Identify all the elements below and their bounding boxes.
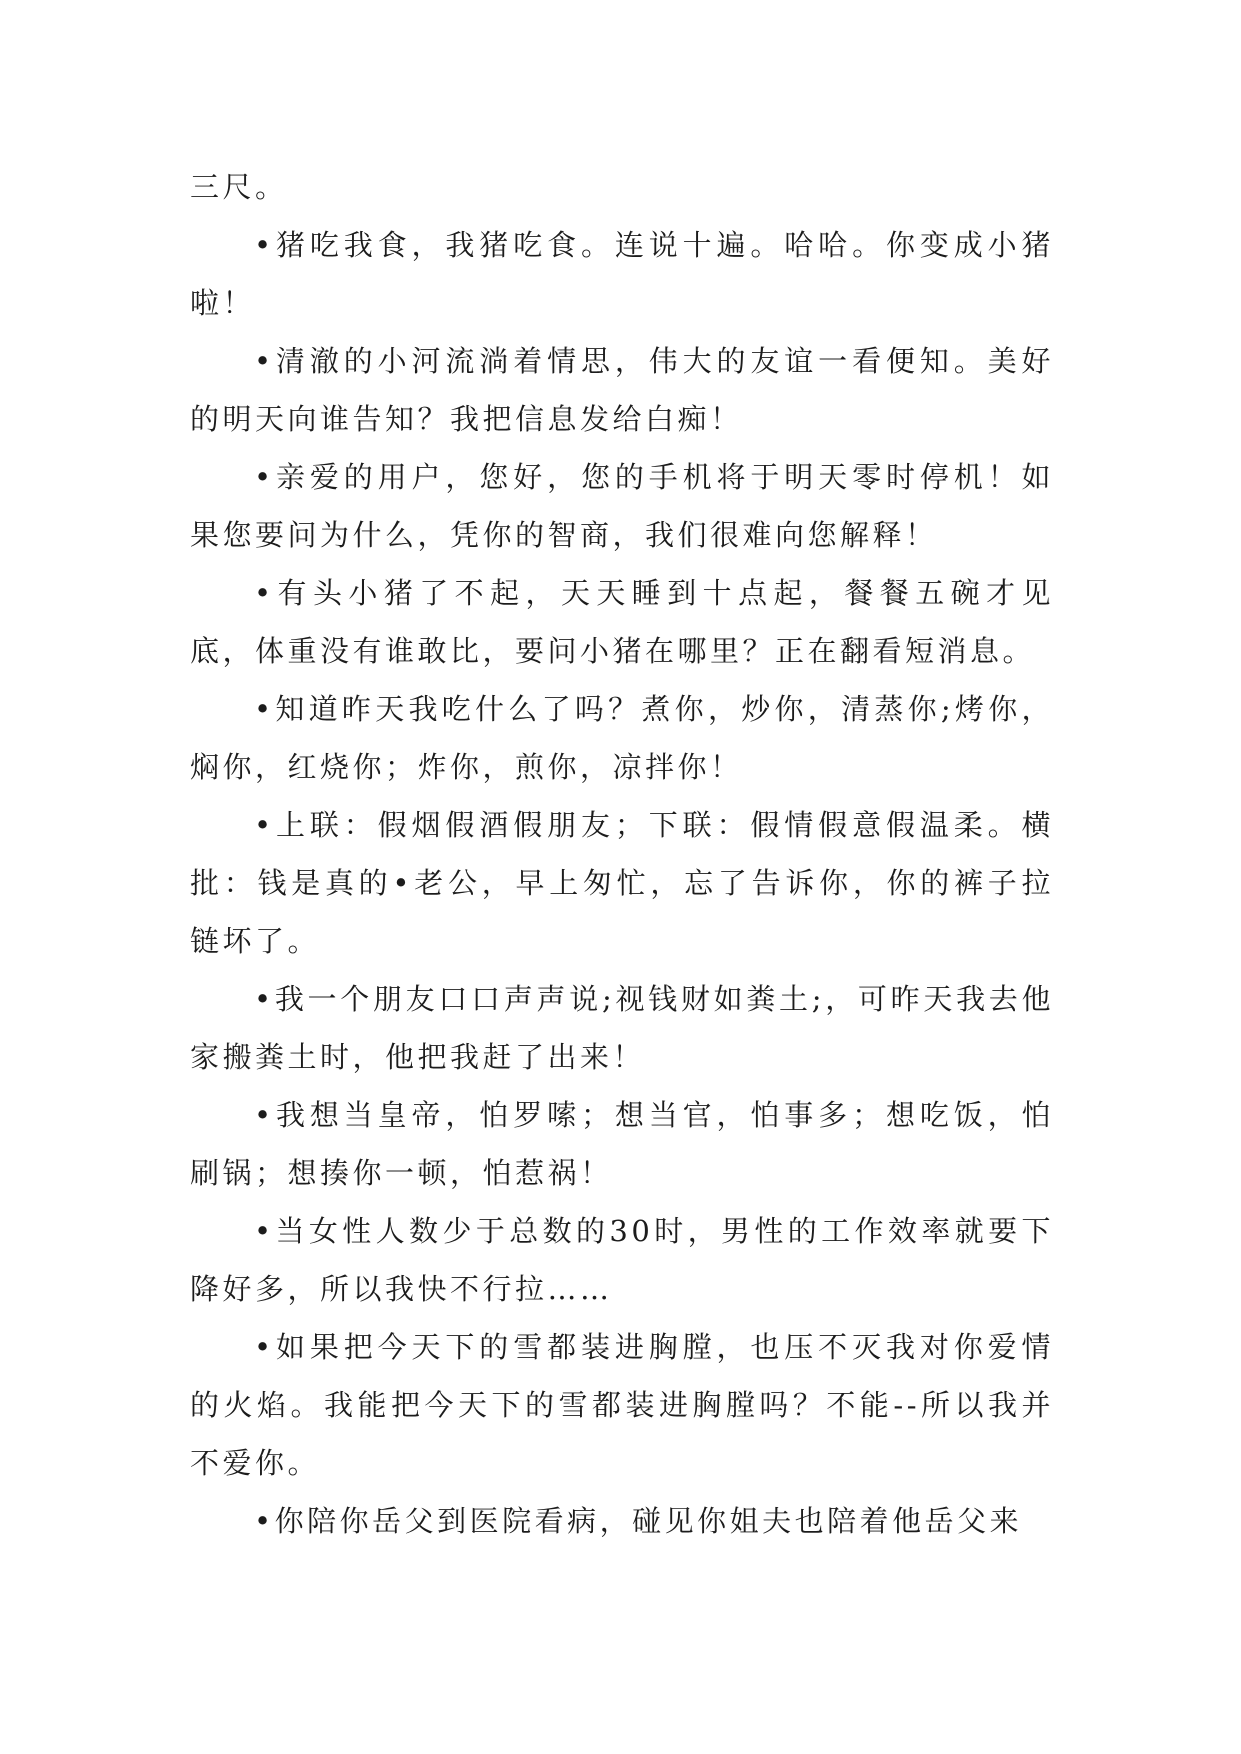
paragraph: •猪吃我食，我猪吃食。连说十遍。哈哈。你变成小猪啦！ [190, 228, 1054, 320]
paragraph: •当女性人数少于总数的30时，男性的工作效率就要下降好多，所以我快不行拉…… [190, 1214, 1054, 1306]
paragraph: •上联：假烟假酒假朋友；下联：假情假意假温柔。横批：钱是真的•老公，早上匆忙，忘了告诉你，你的裤子拉链坏了。 [190, 808, 1054, 958]
paragraph: •清澈的小河流淌着情思，伟大的友谊一看便知。美好的明天向谁告知？我把信息发给白痴！ [190, 344, 1054, 436]
paragraph: •如果把今天下的雪都装进胸膛，也压不灭我对你爱情的火焰。我能把今天下的雪都装进胸膛吗？不能--所以我并不爱你。 [190, 1330, 1054, 1480]
paragraph: •亲爱的用户，您好，您的手机将于明天零时停机！如果您要问为什么，凭你的智商，我们很难向您解释！ [190, 460, 1054, 552]
document-body [190, 158, 1054, 1550]
paragraph: 三尺。 [190, 170, 288, 204]
paragraph: •知道昨天我吃什么了吗？煮你，炒你，清蒸你;烤你，焖你，红烧你；炸你，煎你，凉拌你！ [190, 692, 1054, 784]
paragraph: •我一个朋友口口声声说;视钱财如粪土;，可昨天我去他家搬粪土时，他把我赶了出来！ [190, 982, 1054, 1074]
paragraph: •你陪你岳父到医院看病，碰见你姐夫也陪着他岳父来 [254, 1504, 1023, 1538]
paragraph: •我想当皇帝，怕罗嗦；想当官，怕事多；想吃饭，怕刷锅；想揍你一顿，怕惹祸！ [190, 1098, 1054, 1190]
paragraph: •有头小猪了不起，天天睡到十点起，餐餐五碗才见底，体重没有谁敢比，要问小猪在哪里？正在翻看短消息。 [190, 576, 1054, 668]
